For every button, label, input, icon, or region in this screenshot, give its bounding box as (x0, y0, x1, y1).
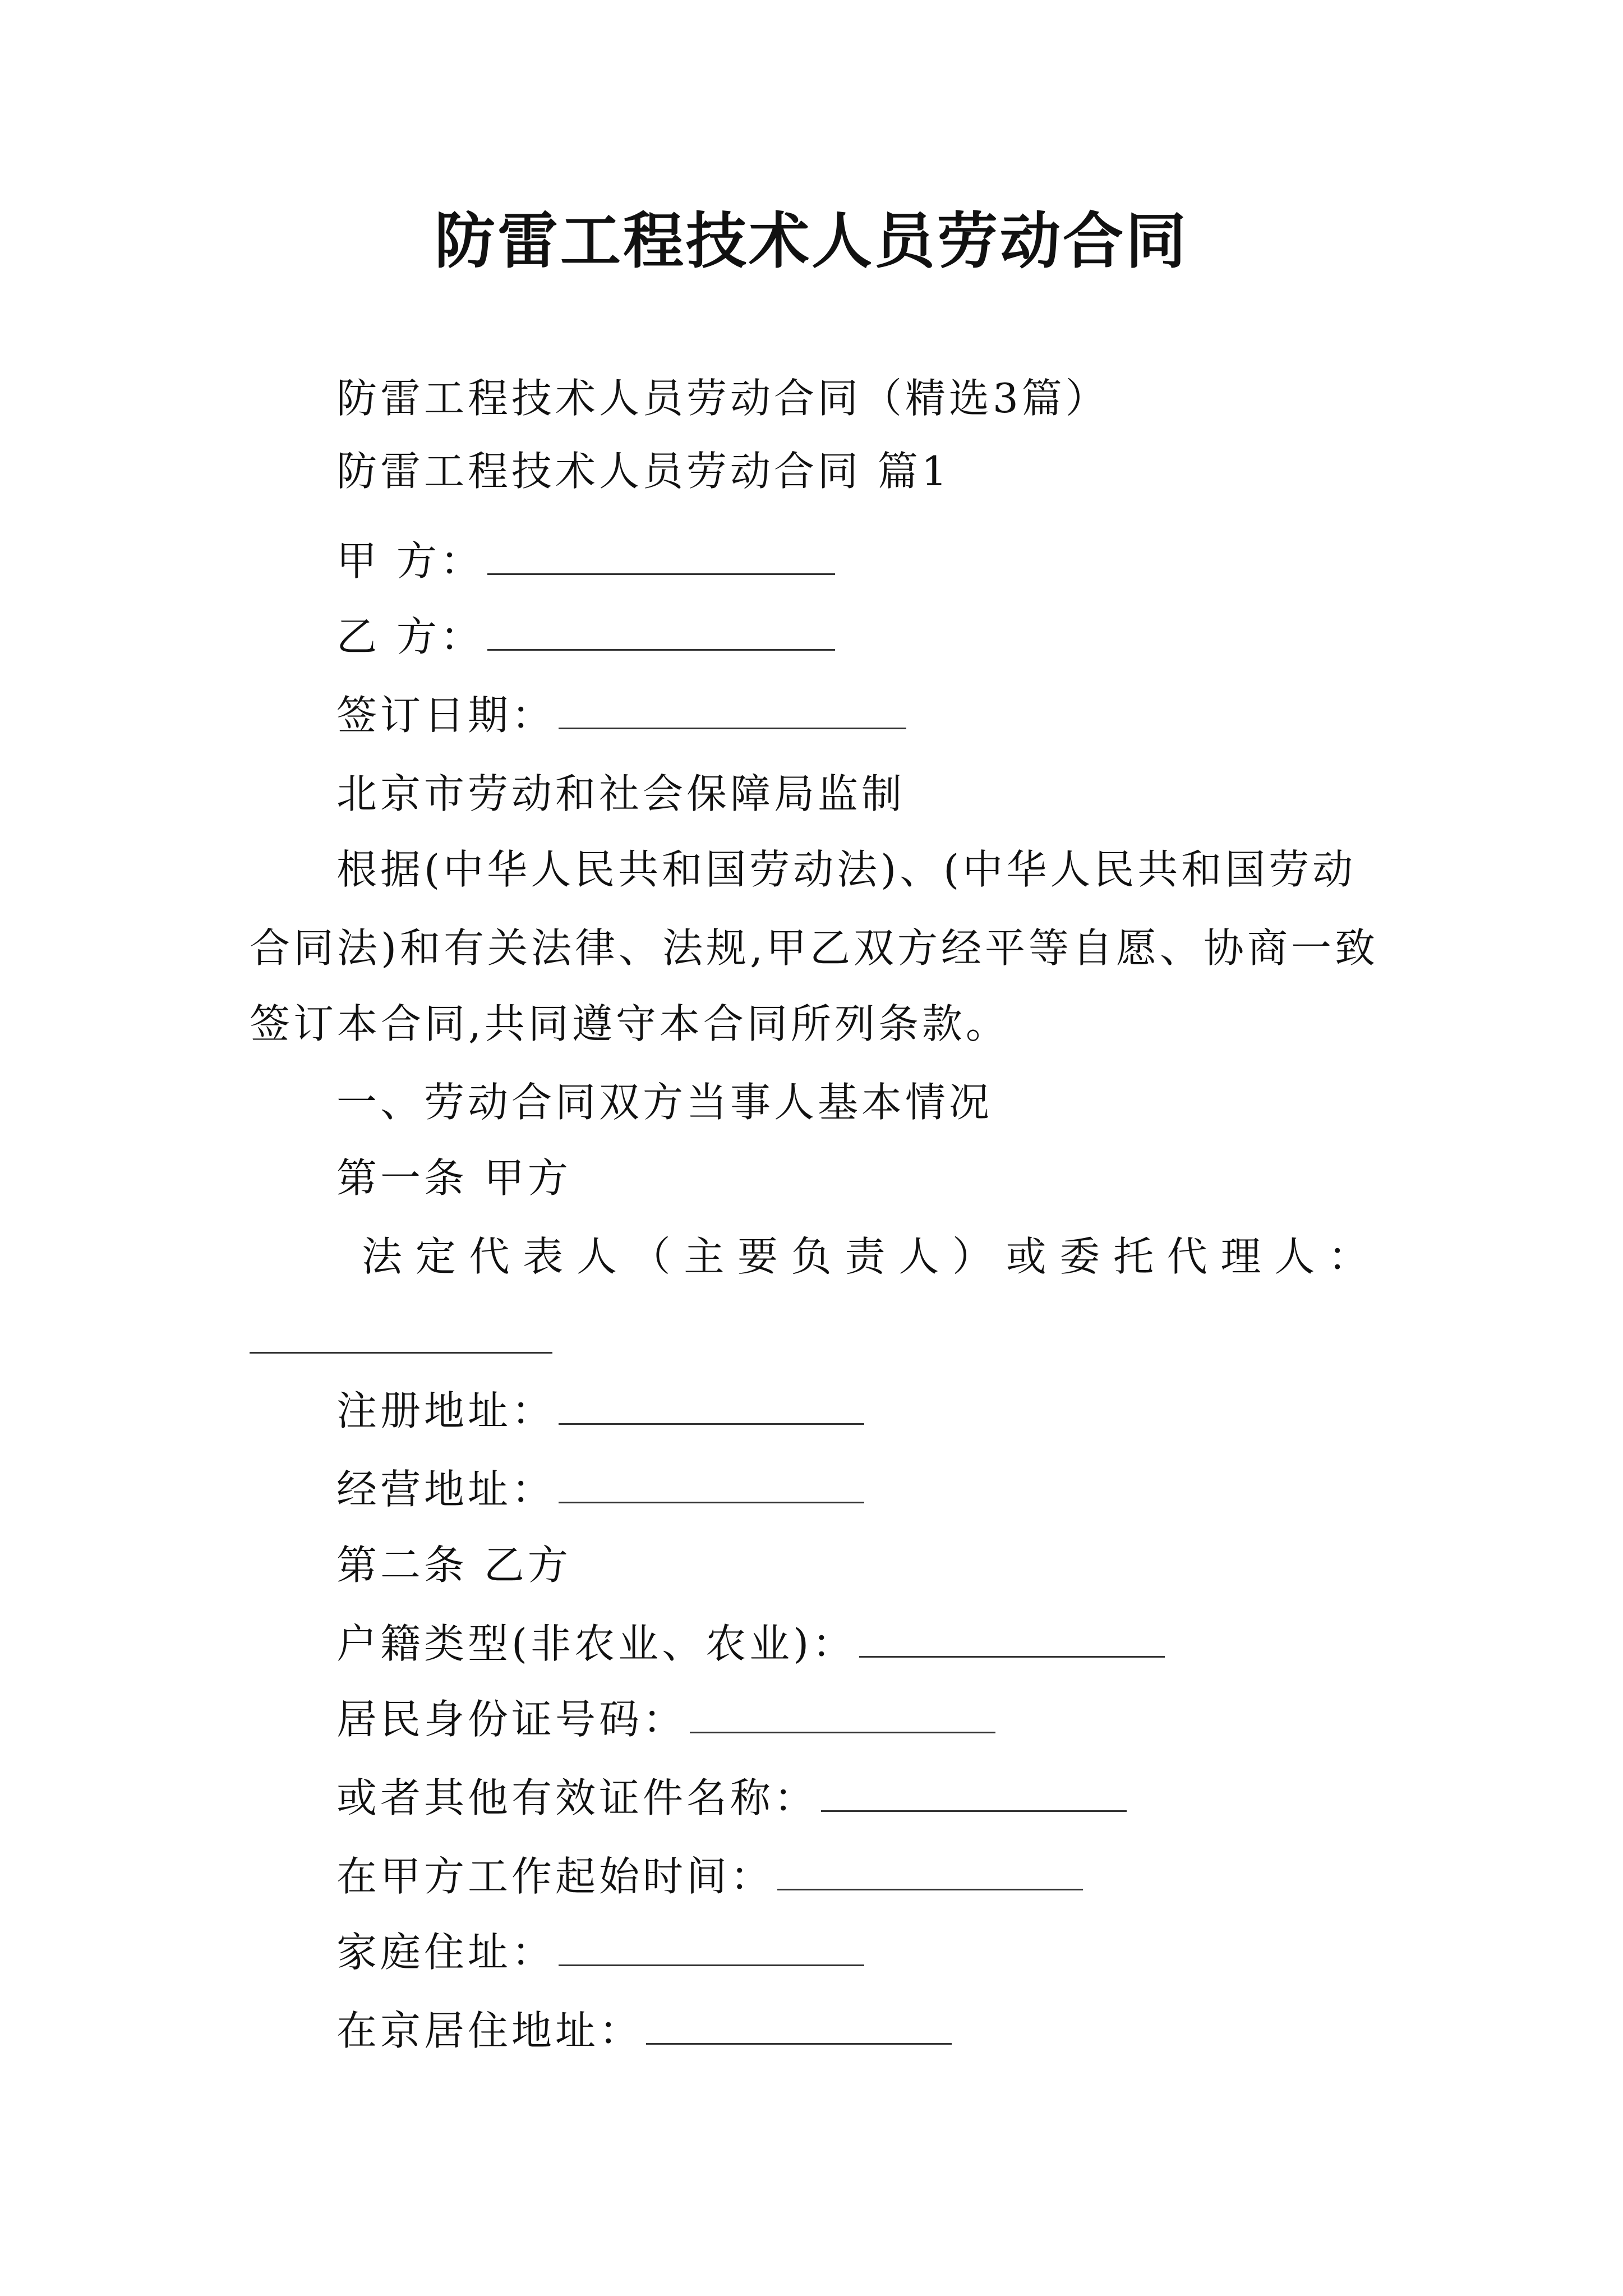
part-heading: 防雷工程技术人员劳动合同 篇1 (336, 448, 951, 495)
registered-address-label: 注册地址： (336, 1387, 556, 1434)
id-number-blank (690, 1692, 995, 1733)
supervisor-note: 北京市劳动和社会保障局监制 (336, 770, 906, 817)
household-type-row (336, 1616, 1165, 1672)
legal-rep-char: 托 (1113, 1233, 1154, 1280)
document-title: 防雷工程技术人员劳动合同 (434, 206, 1188, 277)
home-address-row (336, 1924, 864, 1980)
preamble-line-3: 签订本合同,共同遵守本合同所列条款。 (250, 1000, 1009, 1047)
sign-date-blank (559, 688, 906, 729)
other-id-label: 或者其他有效证件名称： (336, 1774, 818, 1821)
id-number-row (336, 1691, 995, 1747)
legal-rep-label (362, 1228, 1368, 1285)
legal-rep-char: 人 (898, 1233, 939, 1280)
home-address-blank (559, 1925, 864, 1966)
legal-rep-char: 法 (362, 1233, 403, 1280)
legal-rep-char: 表 (523, 1233, 564, 1280)
beijing-address-blank (646, 2004, 952, 2045)
preamble-line-1: 根据(中华人民共和国劳动法)、(中华人民共和国劳动 (336, 846, 1357, 893)
preamble-line-2: 合同法)和有关法律、法规,甲乙双方经平等自愿、协商一致 (250, 924, 1378, 972)
home-address-label: 家庭住址： (336, 1929, 556, 1976)
legal-rep-char: 定 (415, 1233, 456, 1280)
legal-rep-char: 主 (684, 1233, 725, 1280)
start-time-blank (777, 1849, 1083, 1890)
party-a-row (336, 533, 835, 589)
legal-rep-char: 要 (737, 1233, 778, 1280)
legal-rep-char: 理 (1220, 1233, 1261, 1280)
legal-rep-char: ） (952, 1233, 993, 1280)
start-time-row (336, 1848, 1083, 1904)
household-type-label: 户籍类型(非农业、农业)： (336, 1620, 856, 1667)
beijing-address-label: 在京居住地址： (336, 2007, 643, 2054)
other-id-blank (821, 1771, 1127, 1812)
party-a-label: 甲 方： (336, 537, 484, 585)
legal-rep-char: （ (630, 1233, 671, 1280)
section-1-heading: 一、劳动合同双方当事人基本情况 (336, 1079, 993, 1126)
legal-rep-char: 负 (791, 1233, 832, 1280)
legal-rep-char: 代 (1166, 1233, 1207, 1280)
business-address-label: 经营地址： (336, 1466, 556, 1513)
legal-rep-char: 代 (469, 1233, 510, 1280)
business-address-blank (559, 1462, 864, 1503)
legal-rep-blank (250, 1318, 552, 1354)
beijing-address-row (336, 2003, 952, 2059)
registered-address-blank (559, 1384, 864, 1425)
legal-rep-char: ： (1327, 1233, 1368, 1280)
legal-rep-char: 委 (1059, 1233, 1100, 1280)
party-b-row (336, 609, 835, 665)
legal-rep-char: 或 (1006, 1233, 1046, 1280)
business-address-row (336, 1461, 864, 1517)
party-b-label: 乙 方： (336, 613, 484, 660)
registered-address-row (336, 1383, 864, 1439)
household-type-blank (859, 1617, 1165, 1658)
party-a-blank (487, 534, 835, 575)
id-number-label: 居民身份证号码： (336, 1696, 687, 1743)
other-id-row (336, 1770, 1127, 1826)
article-1-heading: 第一条 甲方 (336, 1154, 571, 1202)
sign-date-row (336, 687, 906, 743)
legal-rep-char: 人 (1274, 1233, 1315, 1280)
legal-rep-char: 人 (576, 1233, 617, 1280)
sign-date-label: 签订日期： (336, 692, 556, 739)
start-time-label: 在甲方工作起始时间： (336, 1853, 774, 1900)
article-2-heading: 第二条 乙方 (336, 1542, 571, 1589)
legal-rep-char: 责 (845, 1233, 886, 1280)
subtitle: 防雷工程技术人员劳动合同（精选3篇） (336, 375, 1109, 422)
party-b-blank (487, 610, 835, 651)
